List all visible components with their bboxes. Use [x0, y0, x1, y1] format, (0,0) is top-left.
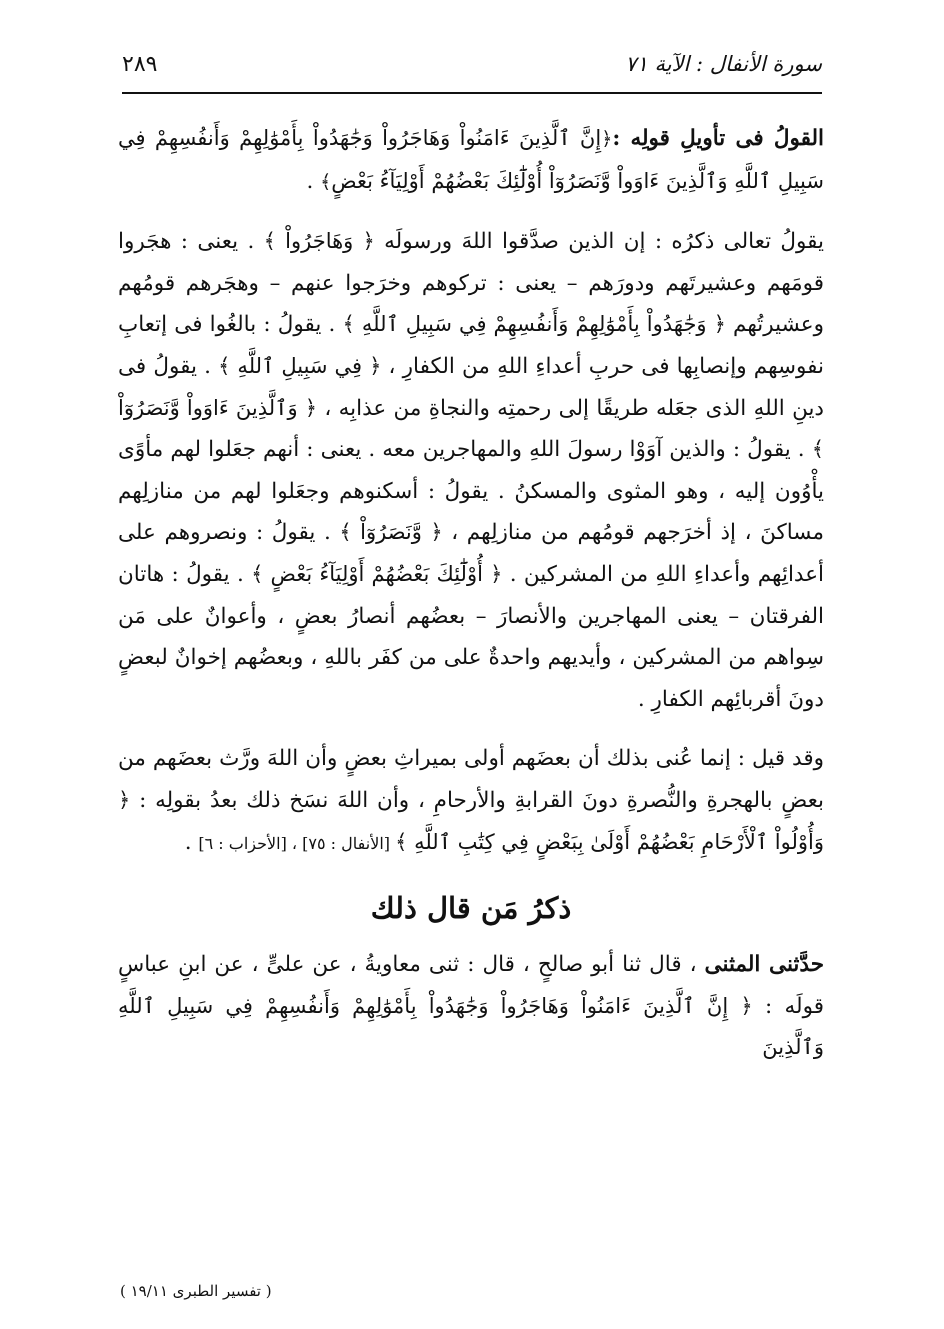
quran-quote: ﴿ وَّنَصَرُوٓاْ ﴾ — [339, 520, 443, 545]
commentary-text: . يقولُ : ونصروهم على أعدائِهم وأعداءِ اللهِ من المشركين . — [118, 520, 825, 587]
commentary-text: يقولُ تعالى ذكرُه : إن الذين صدَّقوا اللهَ ورسولَه — [374, 229, 824, 255]
verse-open-bracket: ﴿ — [601, 128, 613, 150]
quran-quote: ﴿ وَٱلَّذِينَ ءَاوَواْ وَّنَصَرُوٓاْ ﴾ — [118, 395, 824, 462]
section-title: ذكرُ مَن قال ذلك — [370, 891, 572, 926]
isnad-text: ، قال ثنا أبو صالحٍ ، قال : ثنى معاويةُ ، عن علىٍّ ، عن ابنِ عباسٍ قولَه : — [118, 952, 824, 1019]
commentary-text: . يقولُ : هاتان الفرقتان – يعنى المهاجرين والأنصارَ – بعضُهم أنصارُ بعضٍ ، وأعوانٌ على مَن سِواهم من المشركين ، وأيديهم واحدةٌ على من كفَر باللهِ ، وبعضُهم إخوانٌ لبعضٍ دونَ أقربائِهم الكفارِ . — [118, 561, 824, 712]
commentary-text: . يقولُ : والذين آوَوْا رسولَ اللهِ والمهاجرين معه . يعنى : أنهم جعَلوا لهم مأوًى يأْوُون إليه ، وهو المثوى والمسكنُ . يقولُ : أسكنوهم وجعَلوا لهم من منازلِهم مساكنَ ، إذ أخرَجهم قومُهم من منازلِهم ، — [118, 437, 824, 546]
running-header — [122, 40, 822, 88]
page-number: ٢٨٩ — [122, 51, 158, 77]
commentary-text: وقد قيل : إنما عُنى بذلك أن بعضَهم أولى بميراثِ بعضٍ وأن اللهَ ورَّث بعضَهم من بعضٍ بالهجرةِ والنُّصرةِ دونَ القرابةِ والأرحامِ ، وأن اللهَ نسَخ ذلك بعدُ بقولِه : — [118, 746, 824, 813]
commentary-text: . يقولُ : بالغُوا فى إتعابِ نفوسِهم وإنصابِها فى حربِ أعداءِ اللهِ من الكفارِ ، — [118, 312, 825, 379]
heading-end: . — [306, 168, 321, 194]
quran-quote: ﴿ وَجَٰهَدُواْ بِأَمْوَٰلِهِمْ وَأَنفُسِهِمْ فِي سَبِيلِ ٱللَّهِ ﴾ — [342, 312, 726, 337]
paragraph-end: . — [184, 829, 199, 855]
quran-quote: ﴿ وَأُوْلُواْ ٱلْأَرْحَامِ بَعْضُهُمْ أَوْلَىٰ بِبَعْضٍ فِي كِتَٰبِ ٱللَّهِ ﴾ — [118, 787, 824, 854]
alternate-opinion-paragraph — [118, 738, 824, 864]
hadith-paragraph — [118, 944, 824, 1069]
quran-quote: ﴿ إِنَّ ٱلَّذِينَ ءَامَنُواْ وَهَاجَرُواْ وَجَٰهَدُواْ بِأَمْوَٰلِهِمْ وَأَنفُسِهِمْ فِي سَبِيلِ ٱللَّهِ وَٱلَّذِينَ — [118, 993, 824, 1060]
commentary-text: . يقولُ فى دينِ اللهِ الذى جعَله طريقًا إلى رحمتِه والنجاةِ من عذابِه ، — [118, 353, 824, 421]
heading-lead: القولُ فى تأويلِ قولِه : — [612, 126, 824, 151]
quran-quote: ﴿ أُوْلَٰٓئِكَ بَعْضُهُمْ أَوْلِيَآءُ بَعْضٍ ﴾ — [251, 561, 503, 586]
footer-reference: ( تفسير الطبرى ١٩/١١ ) — [120, 1282, 272, 1300]
commentary-text: . يعنى : هجَروا قومَهم وعشيرتَهم ودورَهم – يعنى : تركوهم وخرَجوا عنهم – وهجَرهم قومُهم وعشيرتُهم — [118, 229, 825, 338]
verse-heading-paragraph — [118, 118, 824, 203]
header-rule — [122, 92, 822, 94]
quran-verse: إِنَّ ٱلَّذِينَ ءَامَنُواْ وَهَاجَرُواْ وَجَٰهَدُواْ بِأَمْوَٰلِهِمْ وَأَنفُسِهِمْ فِي سَبِيلِ ٱللَّهِ وَٱلَّذِينَ ءَاوَواْ وَّنَصَرُوٓاْ أُوْلَٰٓئِكَ بَعْضُهُمْ أَوْلِيَآءُ بَعْضٍ — [118, 126, 824, 193]
commentary-paragraph — [118, 221, 824, 720]
narrator-lead: حدَّثنى المثنى — [704, 952, 824, 978]
running-title: سورة الأنفال : الآية ٧١ — [625, 52, 822, 76]
verse-citation: [الأنفال : ٧٥] ، [الأحزاب : ٦] — [198, 833, 396, 853]
quran-quote: ﴿ فِي سَبِيلِ ٱللَّهِ ﴾ — [218, 353, 382, 378]
quran-quote: ﴿ وَهَاجَرُواْ ﴾ — [263, 229, 375, 254]
page-body — [118, 118, 824, 1069]
verse-close-bracket: ﴾ — [320, 170, 332, 193]
